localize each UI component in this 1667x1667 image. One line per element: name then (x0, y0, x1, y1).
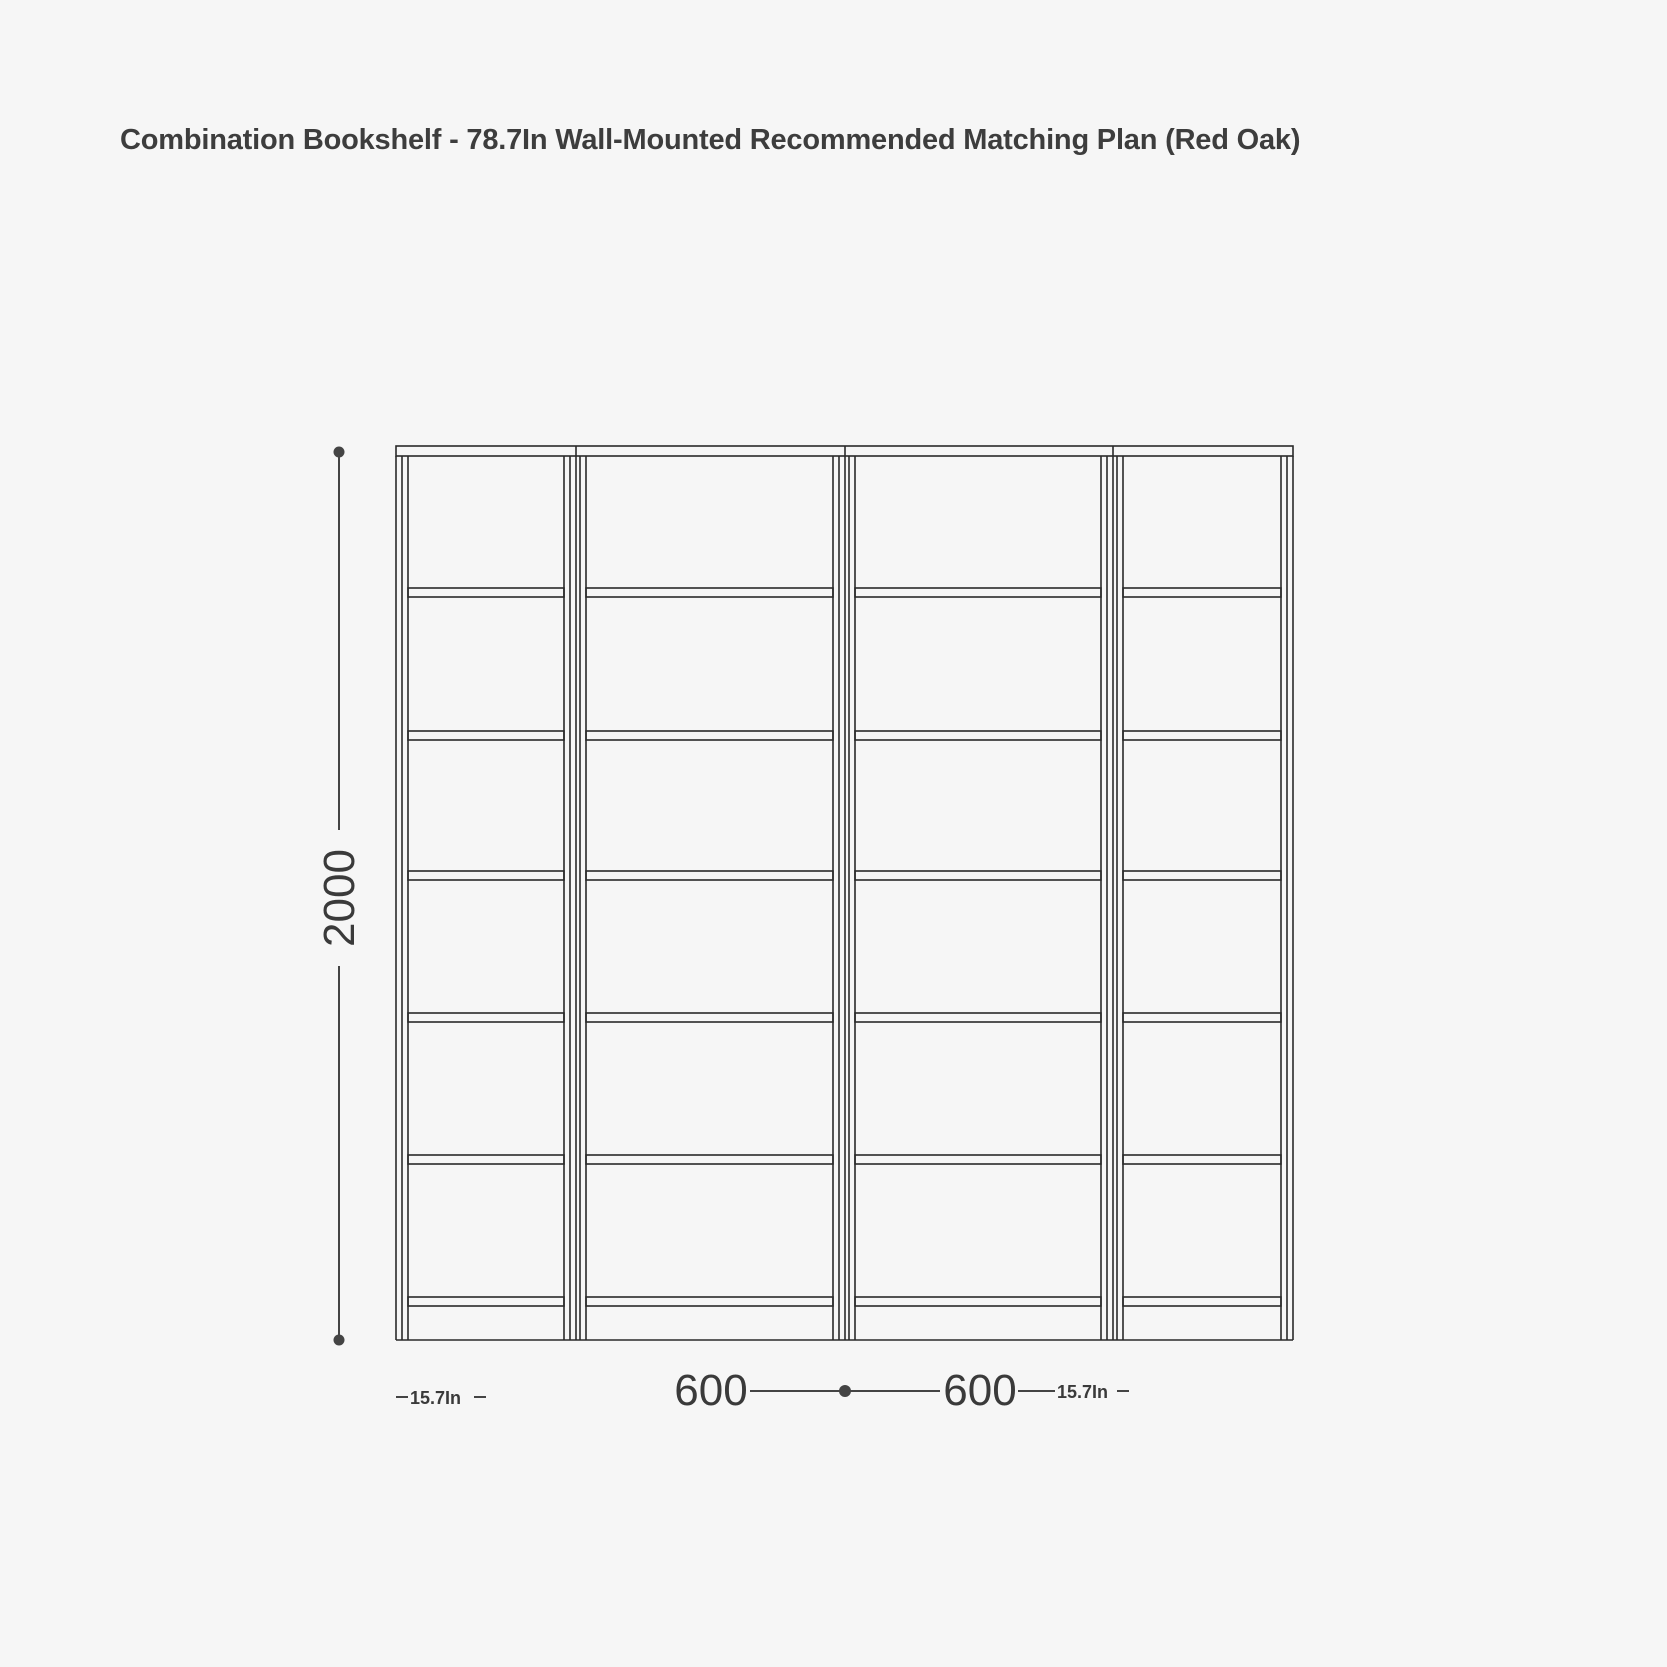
right-width-label: 15.7In (1057, 1382, 1109, 1402)
shelf-board (1123, 588, 1281, 597)
shelf-board (1123, 1297, 1281, 1306)
height-dimension-label: 2000 (315, 849, 364, 947)
shelf-board (855, 871, 1101, 880)
shelf-board (855, 1013, 1101, 1022)
shelf-board (408, 731, 564, 740)
page-title: Combination Bookshelf - 78.7In Wall-Mounted Recommended Matching Plan (Red Oak) (120, 124, 1301, 156)
center-right-width-label: 600 (943, 1366, 1017, 1415)
shelf-board (586, 1155, 833, 1164)
shelf-board (586, 588, 833, 597)
shelf-board (1123, 1155, 1281, 1164)
shelf-board (586, 1297, 833, 1306)
shelf-board (408, 871, 564, 880)
center-left-width-label: 600 (674, 1366, 748, 1415)
shelf-board (586, 731, 833, 740)
shelf-board (855, 1155, 1101, 1164)
shelf-board (586, 871, 833, 880)
bookshelf-frame (396, 446, 1293, 1340)
shelf-board (855, 1297, 1101, 1306)
shelf-board (408, 1297, 564, 1306)
height-dimension-bottom-dot (334, 1335, 345, 1346)
height-dimension (315, 447, 364, 1346)
shelf-board (408, 1155, 564, 1164)
shelf-board (408, 1013, 564, 1022)
shelf-board (1123, 1013, 1281, 1022)
shelf-board (1123, 731, 1281, 740)
shelf-board (1123, 871, 1281, 880)
left-width-label: 15.7In (410, 1388, 462, 1408)
shelf-board (855, 588, 1101, 597)
shelf-board (586, 1013, 833, 1022)
shelf-board (855, 731, 1101, 740)
shelf-board (408, 588, 564, 597)
width-dimension (396, 1366, 1266, 1415)
